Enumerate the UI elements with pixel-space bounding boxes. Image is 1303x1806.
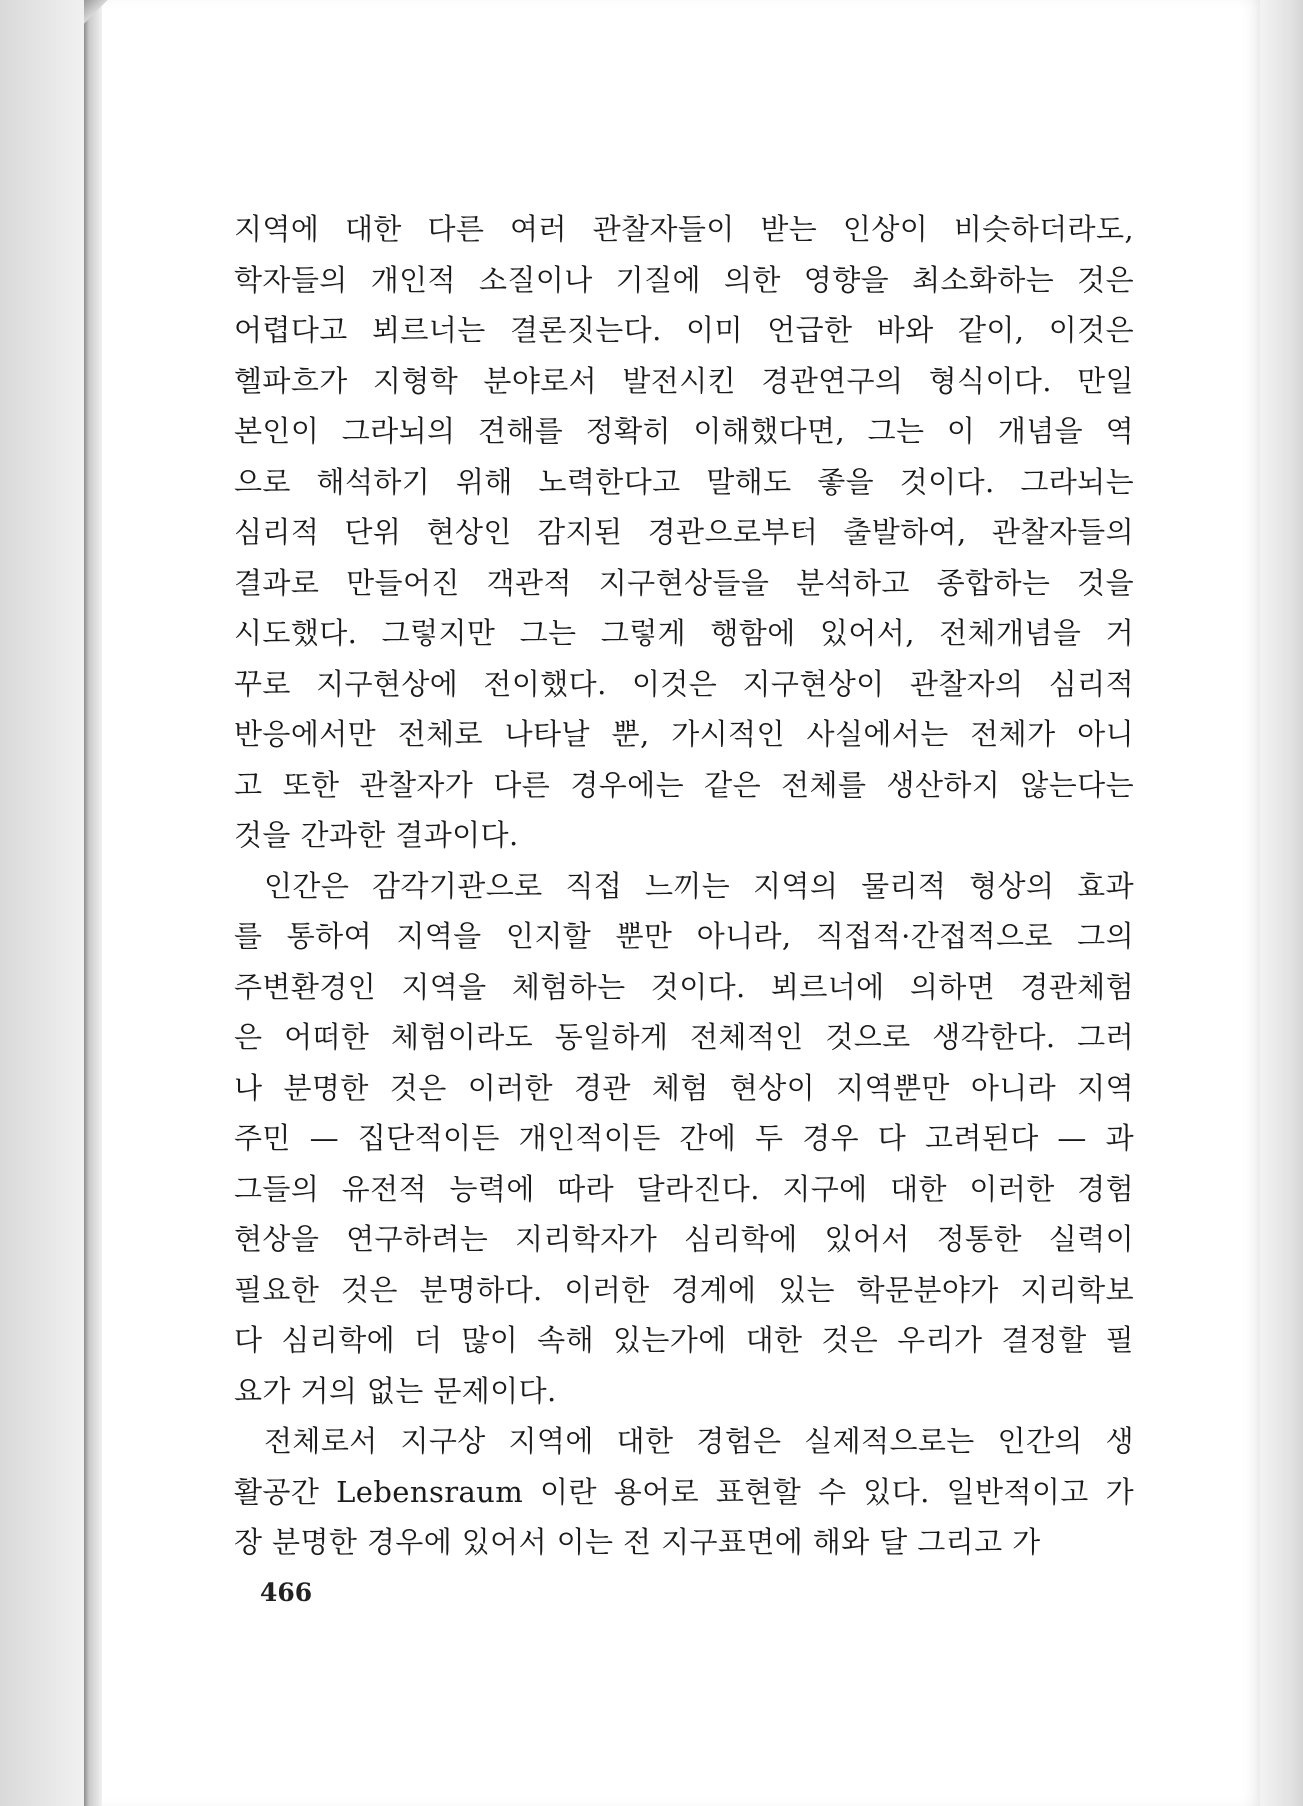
text-line: 장 분명한 경우에 있어서 이는 전 지구표면에 해와 달 그리고 가 xyxy=(234,1525,1041,1559)
text-line: 다 심리학에 더 많이 속해 있는가에 대한 것은 우리가 결정할 필 xyxy=(234,1323,1134,1357)
text-line: 요가 거의 없는 문제이다. xyxy=(234,1373,557,1408)
text-line: 학자들의 개인적 소질이나 기질에 의한 영향을 최소화하는 것은 xyxy=(234,262,1134,297)
text-line: 본인이 그라뇌의 견해를 정확히 이해했다면, 그는 이 개념을 역 xyxy=(234,414,1134,448)
text-line: 고 또한 관찰자가 다른 경우에는 같은 전체를 생산하지 않는다는 xyxy=(234,767,1134,802)
paragraph xyxy=(234,204,1134,861)
text-line: 현상을 연구하려는 지리학자가 심리학에 있어서 정통한 실력이 xyxy=(234,1222,1134,1256)
binding-edge-shadow xyxy=(84,0,102,1806)
text-line: 지역에 대한 다른 여러 관찰자들이 받는 인상이 비슷하더라도, xyxy=(234,212,1134,246)
text-line: 주변환경인 지역을 체험하는 것이다. 뵈르너에 의하면 경관체험 xyxy=(234,969,1134,1004)
text-line: 인간은 감각기관으로 직접 느끼는 지역의 물리적 형상의 효과 xyxy=(264,868,1134,903)
text-line: 꾸로 지구현상에 전이했다. 이것은 지구현상이 관찰자의 심리적 xyxy=(234,666,1134,701)
text-line: 것을 간과한 결과이다. xyxy=(234,818,519,852)
text-line: 반응에서만 전체로 나타날 뿐, 가시적인 사실에서는 전체가 아니 xyxy=(234,717,1134,751)
text-line: 나 분명한 것은 이러한 경관 체험 현상이 지역뿐만 아니라 지역 xyxy=(234,1070,1134,1105)
page-corner-fold xyxy=(84,0,108,28)
text-line: 헬파흐가 지형학 분야로서 발전시킨 경관연구의 형식이다. 만일 xyxy=(234,363,1134,398)
text-line: 심리적 단위 현상인 감지된 경관으로부터 출발하여, 관찰자들의 xyxy=(234,515,1134,549)
text-line: 시도했다. 그렇지만 그는 그렇게 행함에 있어서, 전체개념을 거 xyxy=(234,616,1134,650)
text-line: 결과로 만들어진 객관적 지구현상들을 분석하고 종합하는 것을 xyxy=(234,565,1134,600)
text-line: 주민 — 집단적이든 개인적이든 간에 두 경우 다 고려된다 — 과 xyxy=(234,1121,1134,1155)
text-line: 활공간 Lebensraum 이란 용어로 표현할 수 있다. 일반적이고 가 xyxy=(234,1474,1134,1509)
text-line: 그들의 유전적 능력에 따라 달라진다. 지구에 대한 이러한 경험 xyxy=(234,1171,1134,1206)
text-line: 전체로서 지구상 지역에 대한 경험은 실제적으로는 인간의 생 xyxy=(264,1424,1134,1458)
paragraph xyxy=(234,1416,1134,1568)
text-line: 으로 해석하기 위해 노력한다고 말해도 좋을 것이다. 그라뇌는 xyxy=(234,464,1134,499)
text-line: 은 어떠한 체험이라도 동일하게 전체적인 것으로 생각한다. 그러 xyxy=(234,1020,1134,1054)
body-text xyxy=(234,204,1134,1568)
text-line: 를 통하여 지역을 인지할 뿐만 아니라, 직접적·간접적으로 그의 xyxy=(234,919,1134,953)
text-line: 어렵다고 뵈르너는 결론짓는다. 이미 언급한 바와 같이, 이것은 xyxy=(234,313,1134,347)
text-line: 필요한 것은 분명하다. 이러한 경계에 있는 학문분야가 지리학보 xyxy=(234,1272,1134,1307)
page-number: 466 xyxy=(260,1578,313,1607)
paragraph xyxy=(234,861,1134,1417)
